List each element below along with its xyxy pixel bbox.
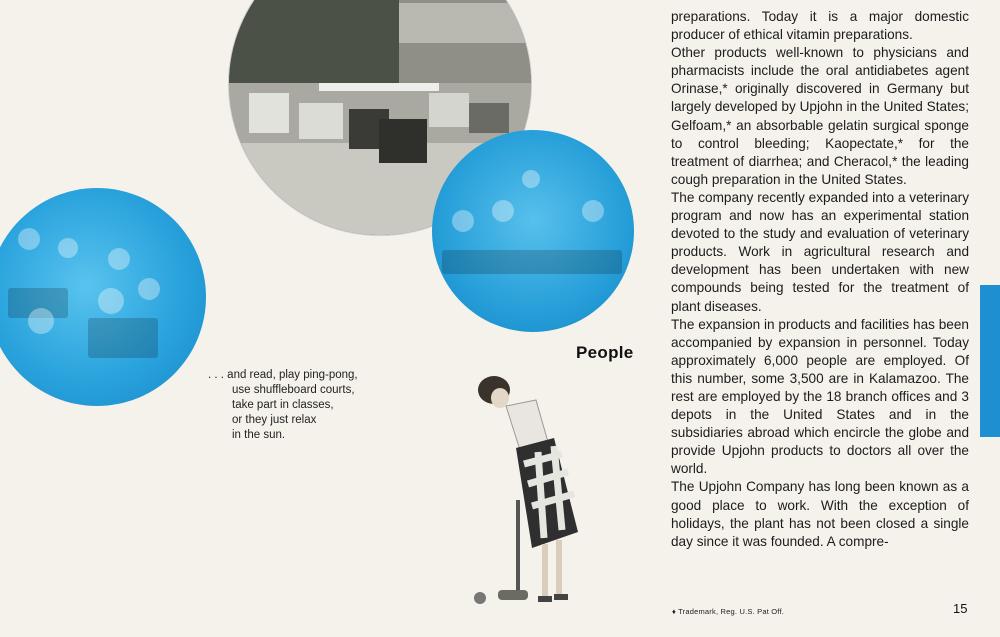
- section-heading: People: [576, 343, 634, 362]
- body-paragraph: The Upjohn Company has long been known as a good place to work. With the exception of holidays, the plant has not been closed a single day since it was founded. A compre-: [671, 479, 969, 549]
- caption-line: take part in classes,: [232, 399, 334, 411]
- caption-line: in the sun.: [232, 429, 286, 441]
- trademark-footnote: ♦ Trademark, Reg. U.S. Pat Off.: [672, 607, 785, 616]
- body-paragraph: preparations. Today it is a major domestic producer of ethical vitamin preparations.: [671, 9, 969, 43]
- photo-meeting: [432, 130, 634, 332]
- body-text-column: [671, 8, 969, 551]
- side-tab-marker: [980, 285, 1000, 437]
- caption-line: . . . and read, play ping-pong,: [208, 369, 358, 381]
- body-paragraph: The company recently expanded into a veterinary program and now has an experimental station devoted to the study and evaluation of veterinary products. Work in agricultural research and development has been undertaken with new compounds being tested for the treatment of plant diseases.: [671, 189, 969, 314]
- body-paragraph: Other products well-known to physicians and pharmacists include the oral antidiabetes agent Orinase,* originally discovered in Germany but largely developed by Upjohn in the United States; Gelfoam,* an absorbable gelatin surgical sponge to control bleeding; Kaopectate,* for the treatment of diarrhea; and Cheracol,* the leading cough preparation in the United States.: [671, 45, 969, 187]
- croquet-player-illustration: [466, 372, 606, 612]
- body-paragraph: The expansion in products and facilities has been accompanied by expansion in personnel. Today approximately 6,000 people are employed. Of this number, some 3,500 are in Kalamazoo. The rest are employed by the 18 branch offices and 3 depots in the United States and in the subsidiaries abroad which encircle the globe and provide Upjohn products to doctors all over the world.: [671, 316, 969, 477]
- photo-caption: [208, 368, 388, 443]
- caption-line: use shuffleboard courts,: [232, 384, 355, 396]
- page-number: 15: [953, 601, 968, 616]
- caption-line: or they just relax: [232, 414, 317, 426]
- photo-cafeteria: [0, 188, 206, 406]
